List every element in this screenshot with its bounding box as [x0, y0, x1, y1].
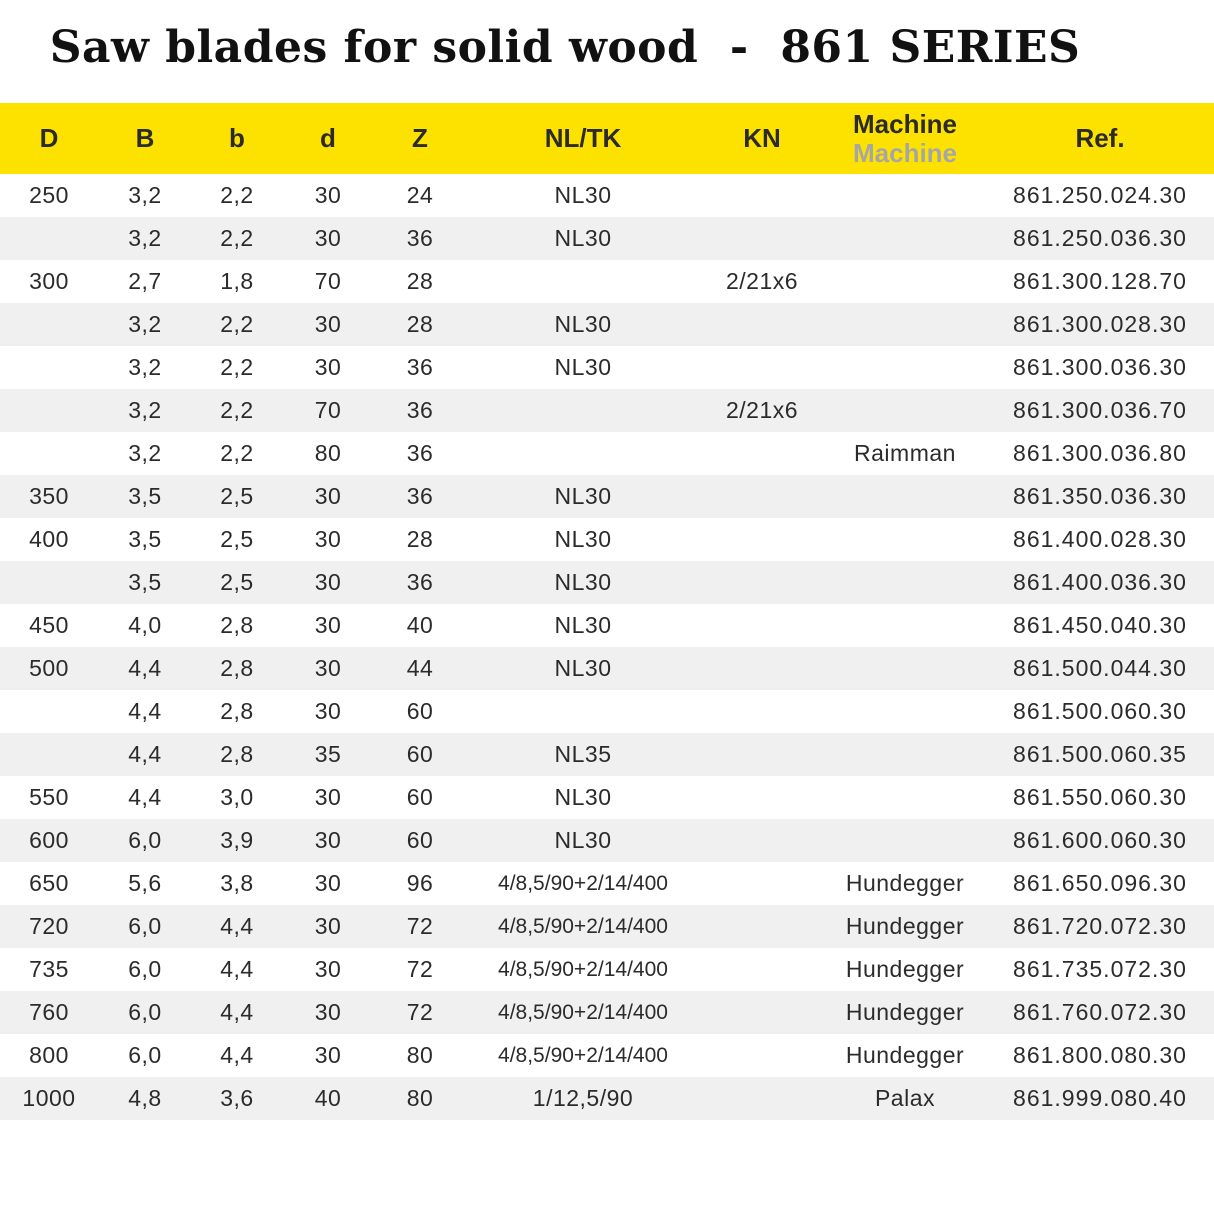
cell-b: 2,5 [220, 526, 254, 552]
cell-d: 40 [282, 1077, 374, 1120]
cell-z: 80 [406, 1042, 434, 1068]
cell-machine [824, 776, 986, 819]
cell-b: 3,8 [220, 870, 254, 896]
cell-ref: 861.500.060.35 [986, 733, 1214, 776]
cell-d: 30 [314, 956, 342, 982]
table-row [0, 518, 1214, 561]
cell-z: 60 [406, 784, 434, 810]
col-header-d: d [282, 103, 374, 174]
table-row [0, 217, 1214, 260]
cell-ref: 861.550.060.30 [1013, 784, 1187, 810]
cell-b: 2,2 [192, 303, 282, 346]
cell-kn [700, 991, 824, 1034]
cell-ref: 861.450.040.30 [1013, 612, 1187, 638]
cell-nltk [466, 690, 700, 733]
cell-nltk: NL35 [466, 733, 700, 776]
cell-d: 250 [29, 182, 69, 208]
cell-z: 28 [374, 303, 466, 346]
cell-kn [700, 518, 824, 561]
cell-z: 28 [406, 526, 434, 552]
cell-kn [700, 346, 824, 389]
cell-b: 6,0 [128, 956, 162, 982]
table-row [0, 991, 1214, 1034]
cell-b: 3,2 [98, 389, 192, 432]
cell-machine [824, 819, 986, 862]
table-row [0, 733, 1214, 776]
cell-d [0, 346, 98, 389]
table-row [0, 819, 1214, 862]
cell-b: 3,2 [98, 303, 192, 346]
cell-b: 4,4 [220, 956, 254, 982]
cell-b: 4,0 [128, 612, 162, 638]
cell-z: 36 [374, 475, 466, 518]
cell-d [0, 733, 98, 776]
table-row [0, 346, 1214, 389]
cell-b: 3,2 [128, 440, 162, 466]
cell-kn [700, 819, 824, 862]
cell-z: 72 [374, 991, 466, 1034]
cell-d [0, 217, 98, 260]
cell-ref: 861.250.036.30 [986, 217, 1214, 260]
cell-z: 28 [406, 268, 434, 294]
cell-d: 30 [314, 1042, 342, 1068]
saw-blade-table [0, 103, 1214, 1120]
header-row [0, 103, 1214, 174]
table-row [0, 948, 1214, 991]
cell-machine [824, 217, 986, 260]
cell-b: 2,8 [192, 647, 282, 690]
cell-machine [824, 733, 986, 776]
machine-header-shadow: Machine [852, 137, 958, 168]
cell-nltk: NL30 [554, 354, 612, 380]
cell-b: 2,5 [192, 475, 282, 518]
cell-d: 30 [282, 561, 374, 604]
cell-b: 1,8 [220, 268, 254, 294]
cell-d: 80 [314, 440, 342, 466]
cell-d: 30 [282, 819, 374, 862]
cell-b: 3,9 [192, 819, 282, 862]
cell-b: 3,2 [128, 354, 162, 380]
cell-b: 4,4 [192, 905, 282, 948]
cell-d: 30 [314, 784, 342, 810]
cell-kn [700, 647, 824, 690]
cell-d [0, 690, 98, 733]
col-header-kn: KN [700, 103, 824, 174]
table-row [0, 862, 1214, 905]
cell-d [0, 561, 98, 604]
table-row [0, 174, 1214, 217]
col-header-ref: Ref. [986, 103, 1214, 174]
cell-d: 500 [0, 647, 98, 690]
cell-z: 36 [374, 217, 466, 260]
cell-kn [700, 561, 824, 604]
cell-b: 5,6 [128, 870, 162, 896]
col-header-machine [824, 103, 986, 174]
cell-ref: 861.300.036.30 [1013, 354, 1187, 380]
cell-nltk [466, 389, 700, 432]
cell-machine: Palax [824, 1077, 986, 1120]
cell-b: 3,2 [98, 217, 192, 260]
cell-d: 450 [29, 612, 69, 638]
cell-z: 36 [406, 354, 434, 380]
cell-machine [824, 604, 986, 647]
cell-d: 30 [282, 647, 374, 690]
cell-ref: 861.300.128.70 [1013, 268, 1187, 294]
cell-b: 2,5 [192, 561, 282, 604]
cell-kn [700, 948, 824, 991]
cell-z: 24 [406, 182, 434, 208]
cell-d: 720 [0, 905, 98, 948]
cell-d: 760 [0, 991, 98, 1034]
cell-b: 3,2 [128, 182, 162, 208]
table-row [0, 389, 1214, 432]
cell-ref: 861.999.080.40 [986, 1077, 1214, 1120]
cell-d: 300 [29, 268, 69, 294]
cell-d: 800 [29, 1042, 69, 1068]
table-row [0, 604, 1214, 647]
cell-kn [700, 475, 824, 518]
cell-ref: 861.300.028.30 [986, 303, 1214, 346]
cell-ref: 861.500.060.30 [1013, 698, 1187, 724]
col-header-b: b [192, 103, 282, 174]
table-row [0, 475, 1214, 518]
cell-b: 4,4 [220, 1042, 254, 1068]
cell-nltk: NL30 [554, 182, 612, 208]
cell-kn: 2/21x6 [725, 268, 799, 294]
cell-kn [700, 733, 824, 776]
table-row [0, 905, 1214, 948]
cell-ref: 861.300.036.80 [1013, 440, 1187, 466]
cell-d: 600 [0, 819, 98, 862]
cell-z: 60 [374, 733, 466, 776]
machine-header-label: Machine [852, 108, 958, 139]
cell-nltk: 1/12,5/90 [466, 1077, 700, 1120]
cell-ref: 861.650.096.30 [1013, 870, 1187, 896]
cell-machine: Hundegger [845, 956, 965, 982]
cell-d [0, 432, 98, 475]
cell-machine [824, 346, 986, 389]
cell-b: 6,0 [98, 819, 192, 862]
cell-d: 30 [282, 217, 374, 260]
cell-machine [824, 561, 986, 604]
cell-b: 2,8 [220, 612, 254, 638]
cell-ref: 861.300.036.70 [986, 389, 1214, 432]
cell-nltk: NL30 [466, 647, 700, 690]
cell-nltk [466, 432, 700, 475]
cell-machine [824, 690, 986, 733]
cell-b: 4,4 [192, 991, 282, 1034]
cell-d: 35 [282, 733, 374, 776]
cell-kn [700, 604, 824, 647]
cell-d: 30 [314, 182, 342, 208]
table-row [0, 260, 1214, 303]
cell-nltk: NL30 [554, 784, 612, 810]
cell-ref: 861.350.036.30 [986, 475, 1214, 518]
cell-z: 80 [374, 1077, 466, 1120]
cell-machine [824, 174, 986, 217]
cell-b: 2,2 [192, 389, 282, 432]
cell-ref: 861.400.036.30 [986, 561, 1214, 604]
cell-machine [824, 647, 986, 690]
cell-d: 30 [282, 905, 374, 948]
cell-d: 1000 [0, 1077, 98, 1120]
col-header-B: B [98, 103, 192, 174]
cell-d: 30 [314, 870, 342, 896]
page-title: Saw blades for solid wood - 861 SERIES [49, 22, 1081, 73]
cell-b: 2,2 [220, 440, 254, 466]
cell-b: 6,0 [128, 1042, 162, 1068]
cell-kn [700, 862, 824, 905]
cell-d: 735 [29, 956, 69, 982]
cell-kn [700, 905, 824, 948]
cell-machine: Raimman [854, 440, 956, 466]
cell-d: 400 [29, 526, 69, 552]
cell-machine: Hundegger [845, 1042, 965, 1068]
cell-z: 72 [374, 905, 466, 948]
table-row [0, 690, 1214, 733]
cell-kn [700, 1077, 824, 1120]
cell-z: 72 [406, 956, 434, 982]
cell-b: 3,5 [128, 526, 162, 552]
table-row [0, 647, 1214, 690]
cell-ref: 861.400.028.30 [1013, 526, 1187, 552]
cell-b: 4,4 [98, 647, 192, 690]
cell-d: 30 [282, 991, 374, 1034]
cell-b: 2,2 [192, 217, 282, 260]
cell-z: 60 [374, 819, 466, 862]
cell-d: 70 [314, 268, 342, 294]
cell-machine: Hundegger [824, 991, 986, 1034]
cell-d [0, 389, 98, 432]
cell-b: 2,7 [128, 268, 162, 294]
cell-z: 36 [374, 561, 466, 604]
cell-b: 4,8 [98, 1077, 192, 1120]
cell-d: 30 [282, 475, 374, 518]
table-row [0, 432, 1214, 475]
cell-nltk: 4/8,5/90+2/14/400 [466, 905, 700, 948]
cell-b: 2,2 [220, 354, 254, 380]
table-row [0, 776, 1214, 819]
cell-nltk: NL30 [466, 561, 700, 604]
cell-ref: 861.760.072.30 [986, 991, 1214, 1034]
cell-kn: 2/21x6 [700, 389, 824, 432]
cell-b: 2,8 [220, 698, 254, 724]
cell-nltk: NL30 [466, 217, 700, 260]
table-header [0, 103, 1214, 174]
cell-nltk: NL30 [466, 303, 700, 346]
cell-b: 3,6 [192, 1077, 282, 1120]
cell-nltk: 4/8,5/90+2/14/400 [498, 1043, 668, 1067]
col-header-Z: Z [374, 103, 466, 174]
cell-z: 36 [374, 389, 466, 432]
cell-b: 4,4 [98, 733, 192, 776]
cell-d: 650 [29, 870, 69, 896]
cell-b: 4,4 [128, 698, 162, 724]
cell-machine: Hundegger [824, 905, 986, 948]
table-row [0, 1077, 1214, 1120]
cell-kn [700, 776, 824, 819]
cell-b: 2,8 [192, 733, 282, 776]
cell-kn [700, 217, 824, 260]
cell-nltk: 4/8,5/90+2/14/400 [466, 991, 700, 1034]
cell-d: 70 [282, 389, 374, 432]
cell-d: 30 [314, 612, 342, 638]
cell-ref: 861.800.080.30 [1013, 1042, 1187, 1068]
cell-z: 60 [406, 698, 434, 724]
cell-nltk: NL30 [554, 612, 612, 638]
cell-kn [700, 1034, 824, 1077]
cell-machine [824, 389, 986, 432]
cell-d: 30 [282, 303, 374, 346]
cell-b: 3,0 [220, 784, 254, 810]
cell-kn [700, 432, 824, 475]
cell-kn [700, 303, 824, 346]
cell-machine [824, 475, 986, 518]
cell-d: 550 [29, 784, 69, 810]
cell-d: 30 [314, 698, 342, 724]
cell-b: 2,2 [220, 182, 254, 208]
table-row [0, 561, 1214, 604]
cell-b: 4,4 [128, 784, 162, 810]
cell-z: 40 [406, 612, 434, 638]
cell-d [0, 303, 98, 346]
cell-b: 3,5 [98, 561, 192, 604]
cell-b: 6,0 [98, 991, 192, 1034]
cell-nltk: NL30 [554, 526, 612, 552]
cell-ref: 861.735.072.30 [1013, 956, 1187, 982]
cell-nltk: NL30 [466, 819, 700, 862]
col-header-D: D [0, 103, 98, 174]
cell-z: 96 [406, 870, 434, 896]
cell-machine [824, 260, 986, 303]
cell-kn [700, 174, 824, 217]
cell-nltk: 4/8,5/90+2/14/400 [498, 957, 668, 981]
cell-ref: 861.600.060.30 [986, 819, 1214, 862]
cell-d: 350 [0, 475, 98, 518]
cell-b: 6,0 [98, 905, 192, 948]
cell-ref: 861.500.044.30 [986, 647, 1214, 690]
cell-nltk: 4/8,5/90+2/14/400 [498, 871, 668, 895]
cell-z: 36 [406, 440, 434, 466]
cell-kn [700, 690, 824, 733]
cell-machine [824, 518, 986, 561]
cell-nltk: NL30 [466, 475, 700, 518]
cell-ref: 861.720.072.30 [986, 905, 1214, 948]
table-row [0, 303, 1214, 346]
cell-machine: Hundegger [845, 870, 965, 896]
cell-b: 3,5 [98, 475, 192, 518]
cell-ref: 861.250.024.30 [1013, 182, 1187, 208]
cell-z: 44 [374, 647, 466, 690]
cell-machine [824, 303, 986, 346]
table-body [0, 174, 1214, 1120]
col-header-nltk: NL/TK [466, 103, 700, 174]
cell-d: 30 [314, 526, 342, 552]
cell-nltk [466, 260, 700, 303]
table-row [0, 1034, 1214, 1077]
cell-d: 30 [314, 354, 342, 380]
